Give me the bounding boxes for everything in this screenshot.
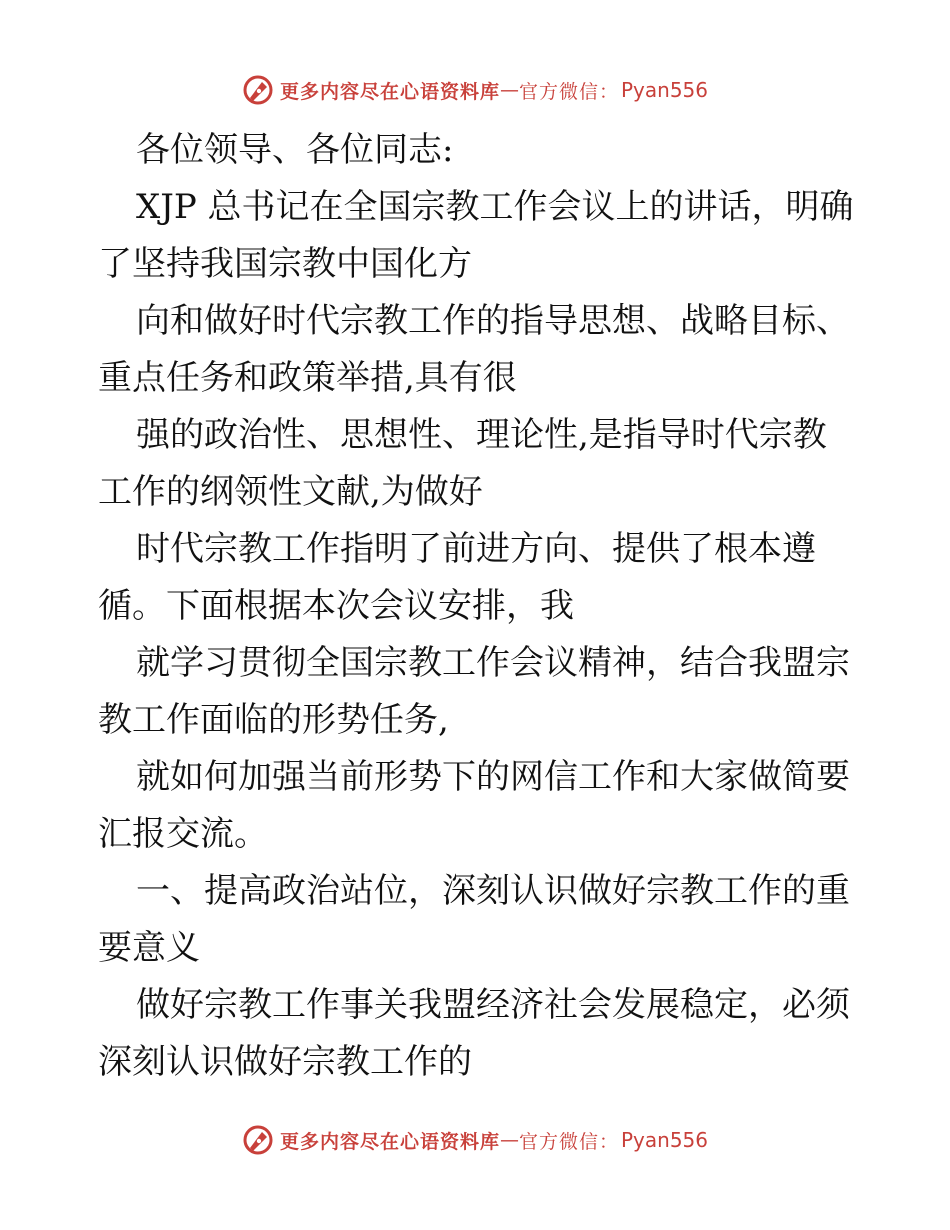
text-line [98,863,858,920]
text-line [98,293,858,350]
text-line [98,635,858,692]
line-text: 汇报交流。 [98,814,268,854]
line-text: 就学习贯彻全国宗教工作会议精神，结合我盟宗 [136,643,850,683]
line-text: 做好宗教工作事关我盟经济社会发展稳定，必须 [136,985,850,1025]
watermark-wechat-id: Pyan556 [621,78,709,102]
text-line [98,350,858,407]
line-text: 重点任务和政策举措,具有很 [98,358,517,398]
document-body [98,122,858,1091]
text-line [98,122,858,179]
footer-watermark [0,1120,950,1160]
line-text: 教工作面临的形势任务, [98,700,449,740]
line-text: 强的政治性、思想性、理论性,是指导时代宗教 [136,415,827,455]
text-line [98,464,858,521]
watermark-separator: — [499,1129,519,1151]
pen-nib-icon [242,1124,274,1156]
line-text: 就如何加强当前形势下的网信工作和大家做简要 [136,757,850,797]
watermark-site-text: 更多内容尽在心语资料库 [279,1130,500,1153]
text-line [98,920,858,977]
line-text: 工作的纲领性文献,为做好 [98,472,483,512]
text-line [98,977,858,1034]
text-line [98,407,858,464]
text-line [98,749,858,806]
line-text: 向和做好时代宗教工作的指导思想、战略目标、 [136,301,850,341]
line-text: 时代宗教工作指明了前进方向、提供了根本遵 [136,529,816,569]
watermark-site-text: 更多内容尽在心语资料库 [279,80,500,103]
text-line [98,578,858,635]
line-text: 要意义 [98,928,200,968]
line-text: 深刻认识做好宗教工作的 [98,1042,472,1082]
text-line [98,1034,858,1091]
text-line [98,692,858,749]
header-watermark [0,70,950,110]
line-text: 一、提高政治站位，深刻认识做好宗教工作的重 [136,871,850,911]
line-text: 了坚持我国宗教中国化方 [98,244,472,284]
pen-nib-icon [242,74,274,106]
watermark-wechat-label: 官方微信： [518,1130,619,1153]
line-text: XJP 总书记在全国宗教工作会议上的讲话，明确 [136,187,854,227]
text-line [98,806,858,863]
line-text: 循。下面根据本次会议安排，我 [98,586,574,626]
text-line [98,236,858,293]
watermark-separator: — [499,79,519,101]
text-line [98,179,858,236]
text-line [98,521,858,578]
line-text: 各位领导、各位同志: [136,130,454,170]
watermark-wechat-id: Pyan556 [621,1128,709,1152]
watermark-wechat-label: 官方微信： [518,80,619,103]
